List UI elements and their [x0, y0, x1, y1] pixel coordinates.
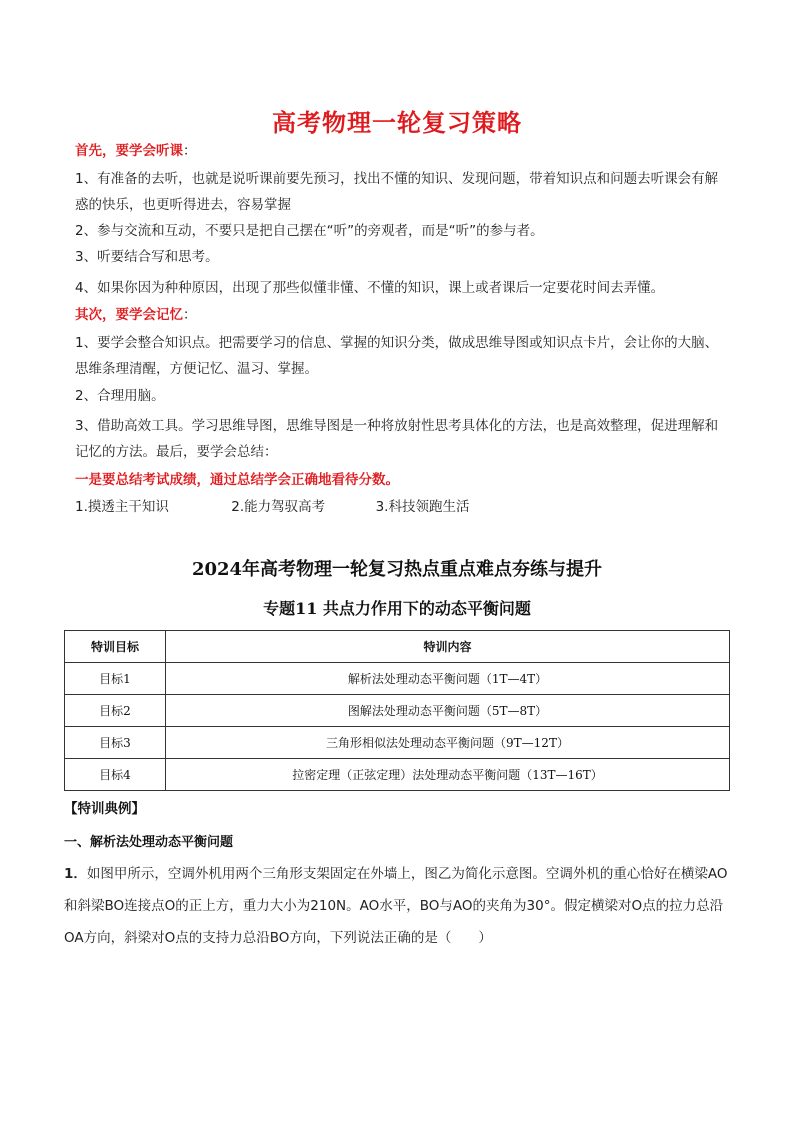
paragraph: 2、合理用脑。 — [75, 388, 165, 404]
table-cell: 图解法处理动态平衡问题（5T—8T） — [166, 695, 730, 727]
skills-row — [75, 495, 725, 515]
topic-title: 专题11 共点力作用下的动态平衡问题 — [263, 599, 531, 618]
paragraph: 2、参与交流和互动，不要只是把自己摆在“听”的旁观者，而是“听”的参与者。 — [75, 223, 544, 239]
question-text: 如图甲所示，空调外机用两个三角形支架固定在外墙上，图乙为简化示意图。空调外机的重心恰好在横梁AO和斜梁BO连接点O的正上方，重力大小为210N。AO水平，BO与AO的夹角为30°。假定横梁对O点的拉力总沿OA方向，斜梁对O点的支持力总沿BO方向，下列说法正确的是（ ） — [64, 866, 728, 946]
section-first-heading: 首先，要学会听课： — [75, 143, 197, 159]
paragraph: 3、借助高效工具。学习思维导图，思维导图是一种将放射性思考具体化的方法，也是高效整理，促进理解和记忆的方法。最后，要学会总结： — [75, 418, 719, 460]
paragraph: 3、听要结合写和思考。 — [75, 249, 219, 265]
table-cell: 拉密定理（正弦定理）法处理动态平衡问题（13T—16T） — [166, 759, 730, 791]
table-row — [65, 695, 730, 727]
question-1 — [64, 858, 732, 954]
header-cell: 特训目标 — [65, 631, 166, 663]
skill-item: 1.摸透主干知识 — [75, 499, 169, 515]
table-cell: 解析法处理动态平衡问题（1T—4T） — [166, 663, 730, 695]
table-row — [65, 759, 730, 791]
table-cell: 目标4 — [65, 759, 166, 791]
paragraph: 1、要学会整合知识点。把需要学习的信息、掌握的知识分类，做成思维导图或知识点卡片，会让你的大脑、思维条理清醒，方便记忆、温习、掌握。 — [75, 335, 719, 377]
table-cell: 目标2 — [65, 695, 166, 727]
paragraph: 4、如果你因为种种原因，出现了那些似懂非懂、不懂的知识，课上或者课后一定要花时间去弄懂。 — [75, 280, 665, 296]
header-cell: 特训内容 — [166, 631, 730, 663]
table-cell: 三角形相似法处理动态平衡问题（9T—12T） — [166, 727, 730, 759]
table-row — [65, 727, 730, 759]
table-cell: 目标1 — [65, 663, 166, 695]
table-row — [65, 663, 730, 695]
listen-heading: 首先，要学会听课 — [75, 143, 183, 159]
section-second-heading: 其次，要学会记忆： — [75, 307, 197, 323]
page-title: 高考物理一轮复习策略 — [272, 109, 522, 137]
summary-line: 一是要总结考试成绩，通过总结学会正确地看待分数。 — [75, 472, 399, 488]
table-cell: 目标3 — [65, 727, 166, 759]
question-number: 1． — [64, 866, 87, 882]
section-one-heading: 一、解析法处理动态平衡问题 — [64, 835, 234, 850]
skill-item: 3.科技领跑生活 — [375, 499, 470, 515]
training-goals-table — [64, 630, 730, 791]
examples-heading: 【特训典例】 — [64, 801, 145, 817]
memory-heading: 其次，要学会记忆 — [75, 307, 183, 323]
table-header-row — [65, 631, 730, 663]
skill-item: 2.能力驾驭高考 — [231, 499, 326, 515]
document-title: 2024年高考物理一轮复习热点重点难点夯练与提升 — [191, 559, 603, 580]
paragraph: 1、有准备的去听，也就是说听课前要先预习，找出不懂的知识、发现问题，带着知识点和问题去听课会有解惑的快乐，也更听得进去，容易掌握 — [75, 171, 719, 213]
